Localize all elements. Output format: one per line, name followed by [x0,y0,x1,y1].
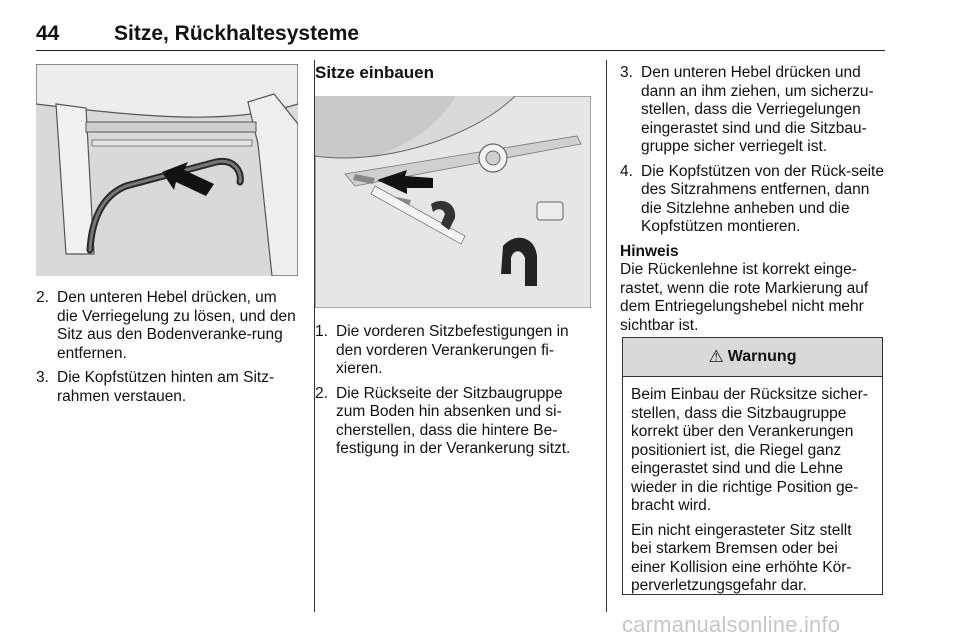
warning-title: Warnung [727,348,797,365]
list-item: 1. Die vorderen Sitzbefestigungen in den vorderen Verankerungen fi-xieren. [315,323,569,377]
note-title: Hinweis [620,242,679,260]
page-title: Sitze, Rückhaltesysteme [114,22,360,45]
watermark: carmanualsonline.info [622,612,841,637]
warning-box [622,337,883,595]
warning-paragraph: Beim Einbau der Rücksitze sicher-stellen, dass die Sitzbaugruppe korrekt über den Verankerungen positioniert ist, die Riegel ganz eingerastet sind und die Lehne wieder in die richtige Position ge-bracht wird. [631,386,868,514]
warning-triangle-icon: ⚠ [708,347,724,366]
seat-release-lever-illustration [36,64,298,276]
page-number: 44 [36,22,60,45]
steps-list-col2 [315,323,593,459]
list-item: 2. Die Rückseite der Sitzbaugruppe zum Boden hin absenken und si-cherstellen, dass die hintere Be-festigung in der Verankerung sitzt. [315,384,571,457]
list-item: 4. Die Kopfstützen von der Rück-seite des Sitzrahmens entfernen, dann die Sitzlehne anheben und die Kopfstützen montieren. [620,162,884,235]
seat-anchor-drawing [315,96,591,308]
note-text: Die Rückenlehne ist korrekt einge-rastet, wenn die rote Markierung auf dem Entriegelungshebel nicht mehr sichtbar ist. [620,261,869,334]
header-rule [36,50,885,51]
column-2 [315,64,593,465]
seat-release-lever-drawing [36,64,298,276]
column-divider-2 [606,60,607,612]
warning-paragraph: Ein nicht eingerasteter Sitz stellt bei starkem Bremsen oder bei einer Kollision eine erhöhte Kör-perverletzungsgefahr dar. [631,521,852,594]
list-item: 3. Den unteren Hebel drücken und dann an ihm ziehen, um sicherzu-stellen, dass die Verriegelungen eingerastet sind und die Sitzbau-gruppe sicher verriegelt ist. [620,64,874,155]
steps-list-col1 [36,289,298,406]
column-3 [620,64,888,335]
warning-body [623,377,882,596]
steps-list-col3 [620,64,888,237]
list-item: 2. Den unteren Hebel drücken, um die Verriegelung zu lösen, und den Sitz aus den Bodenveranke-rung entfernen. [36,289,296,362]
page-header [36,22,885,50]
seat-anchor-illustration [315,96,591,308]
column-1 [36,64,298,412]
warning-header [623,338,882,377]
list-item: 3. Die Kopfstützen hinten am Sitz-rahmen verstauen. [36,369,275,405]
section-heading: Sitze einbauen [315,63,435,82]
